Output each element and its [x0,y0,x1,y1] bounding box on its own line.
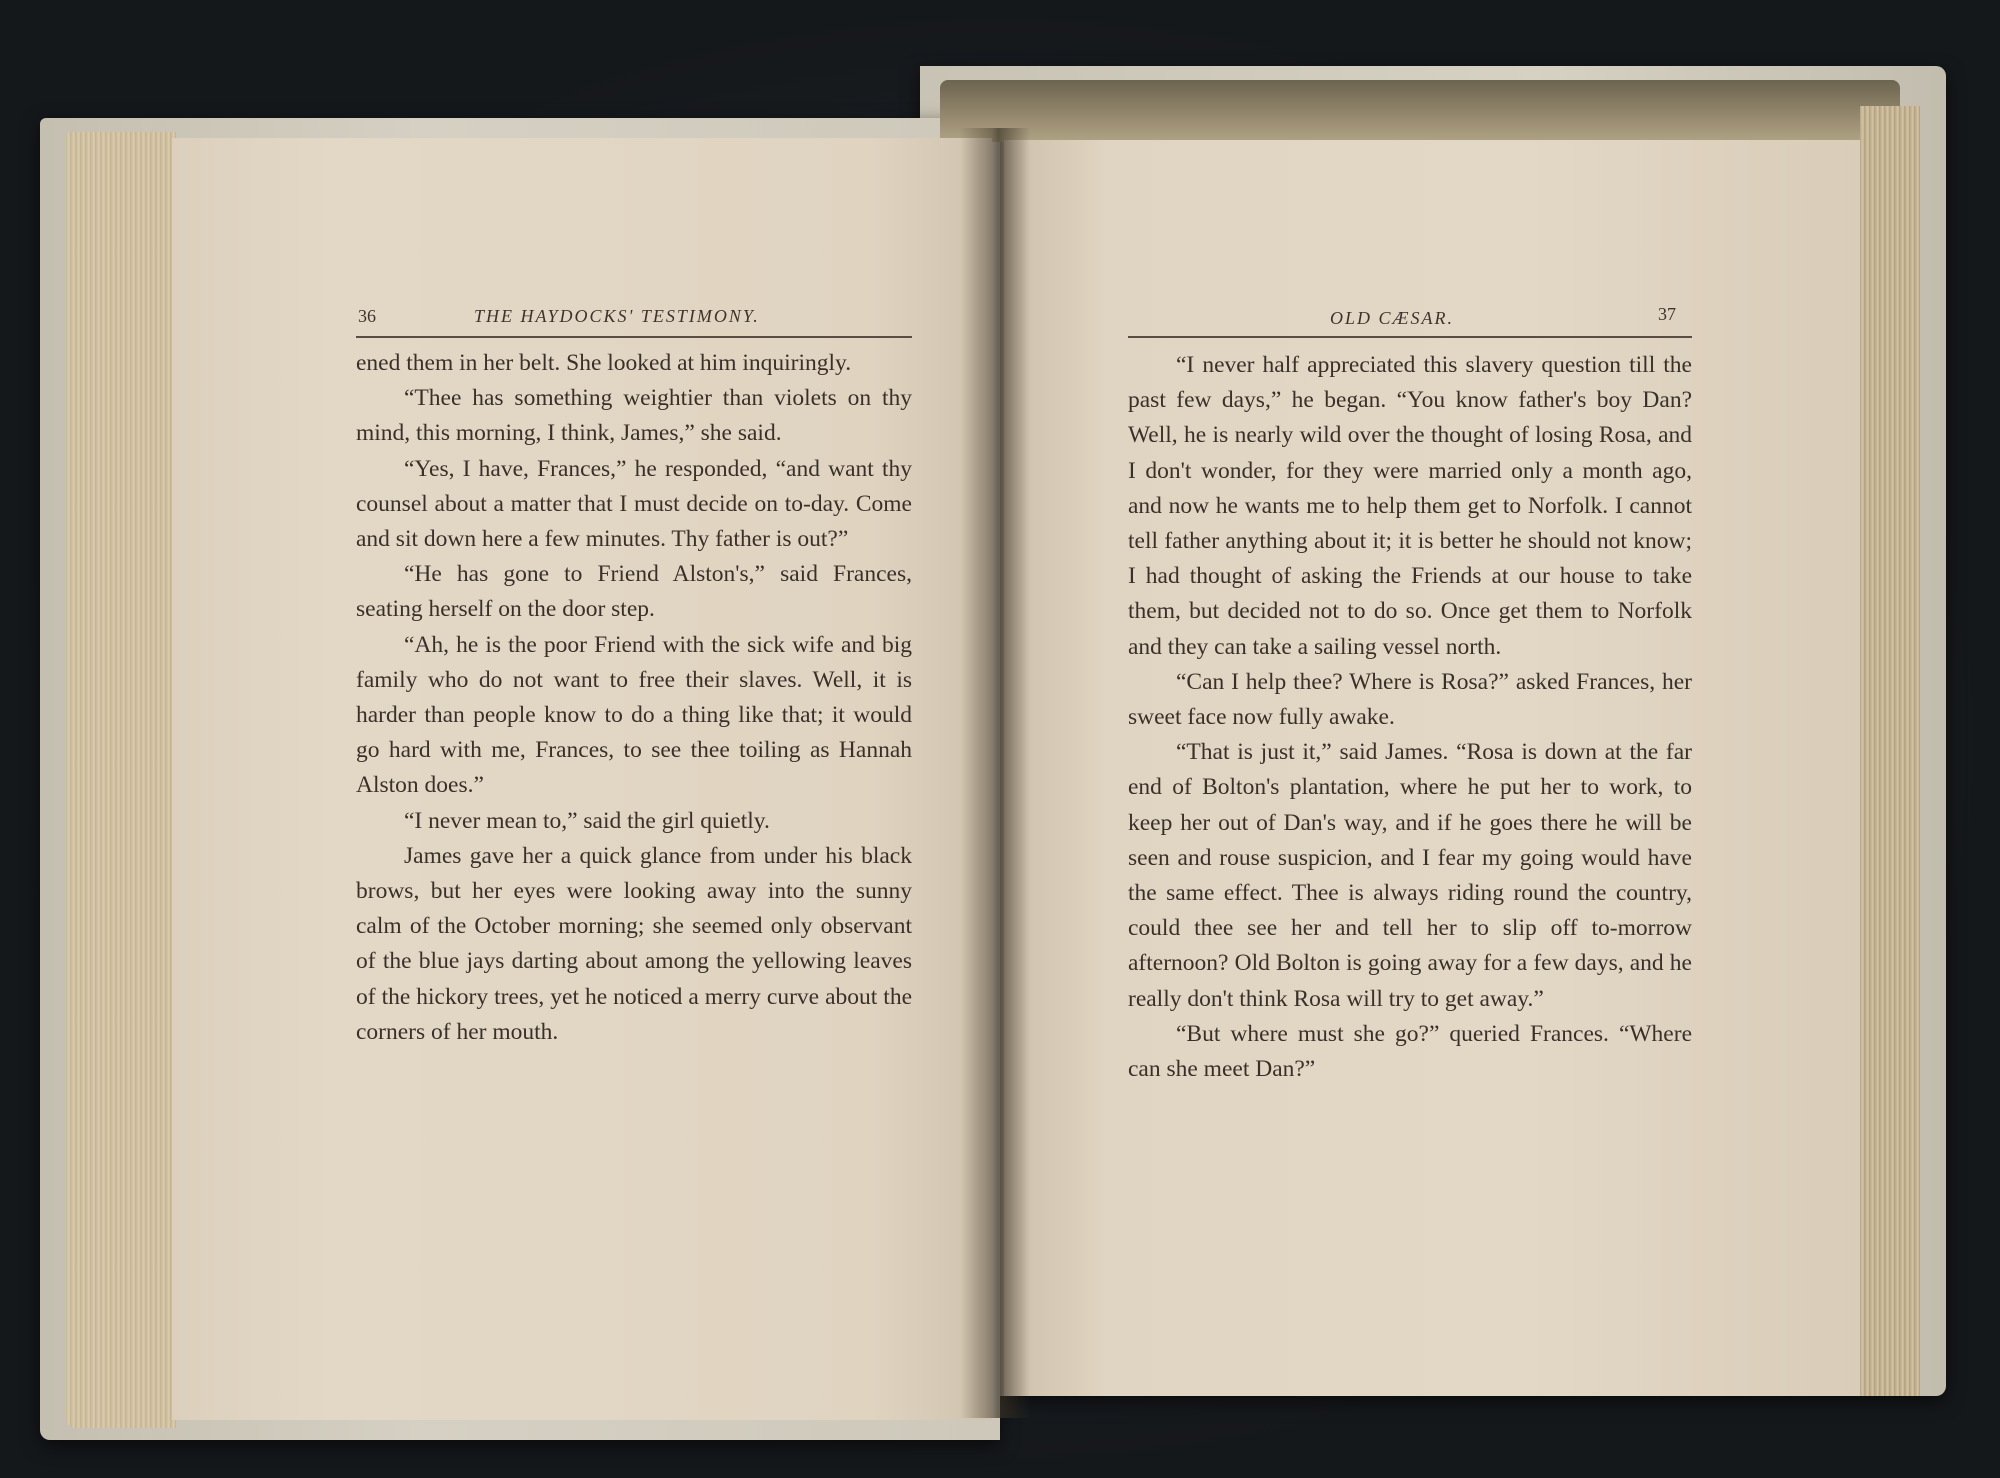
paragraph: “But where must she go?” queried Frances. “Where can she meet Dan?” [1128,1020,1692,1083]
left-running-head: THE HAYDOCKS' TESTIMONY. [474,306,760,326]
right-page-edges [1860,106,1920,1396]
paragraph: “He has gone to Friend Alston's,” said Frances, seating herself on the door step. [356,561,912,623]
left-page-edges [66,132,176,1428]
right-page [1004,140,1860,1396]
paragraph: “Ah, he is the poor Friend with the sick wife and big family who do not want to free their slaves. Well, it is harder than people know to do a thing like that; it would go hard with me, Frances, to see thee toiling as Hannah Alston does.” [356,631,912,799]
left-header-rule [356,336,912,338]
paragraph: “Can I help thee? Where is Rosa?” asked Frances, her sweet face now fully awake. [1128,668,1692,731]
paragraph: ened them in her belt. She looked at him inquiringly. [356,350,852,376]
left-page-number: 36 [358,306,376,326]
paragraph: “That is just it,” said James. “Rosa is down at the far end of Bolton's plantation, where he put her to work, to keep her out of Dan's way, and if he goes there he will be seen and rouse suspicion, and I fear my going would have the same effect. Thee is always riding round the country, could thee see her and tell her to slip off to-morrow afternoon? Old Bolton is going away for a few days, and he really don't think Rosa will try to get away.” [1128,739,1692,1012]
left-page [172,138,992,1420]
paragraph: “I never mean to,” said the girl quietly. [404,807,770,834]
right-page-number: 37 [1658,304,1676,324]
left-page-text [356,346,912,1050]
paragraph: “Yes, I have, Frances,” he responded, “and want thy counsel about a matter that I must decide on to-day. Come and sit down here a few minutes. Thy father is out?” [356,455,912,553]
top-page-edges [940,80,1900,142]
paragraph: “Thee has something weightier than violets on thy mind, this morning, I think, James,” she said. [356,385,912,447]
right-header-rule [1128,336,1692,338]
paragraph: James gave her a quick glance from under his black brows, but her eyes were looking away into the sunny calm of the October morning; she seemed only observant of the blue jays darting about among the yellowing leaves of the hickory trees, yet he noticed a merry curve about the corners of her mouth. [356,842,912,1045]
right-page-text [1128,348,1692,1087]
paragraph: “I never half appreciated this slavery question till the past few days,” he began. “You know father's boy Dan? Well, he is nearly wild over the thought of losing Rosa, and I don't wonder, for they were married only a month ago, and now he wants me to help them get to Norfolk. I cannot tell father anything about it; it is better he should not know; I had thought of asking the Friends at our house to take them, but decided not to do so. Once get them to Norfolk and they can take a sailing vessel north. [1128,352,1692,660]
book-gutter [960,128,1030,1418]
right-running-head: OLD CÆSAR. [1330,308,1455,328]
